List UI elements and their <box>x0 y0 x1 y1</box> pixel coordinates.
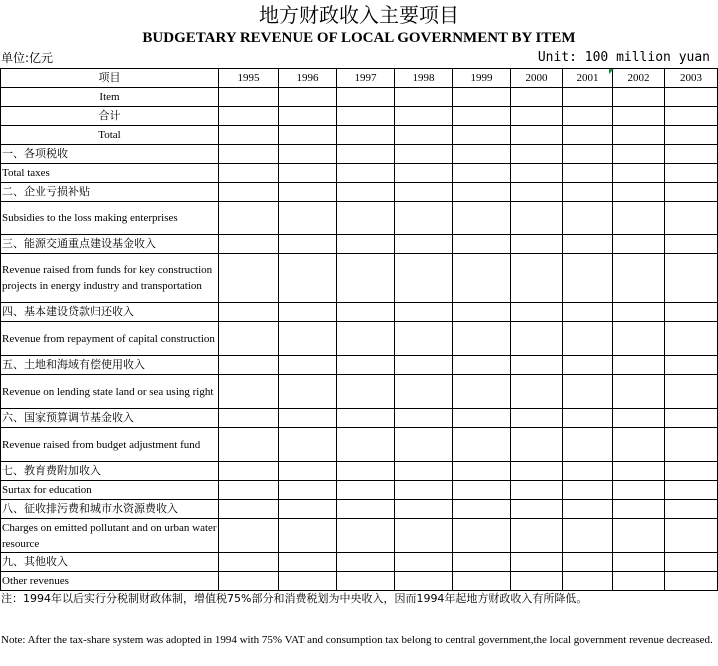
table-cell <box>665 164 718 183</box>
table-cell <box>511 572 563 591</box>
table-cell <box>337 254 395 303</box>
table-cell <box>279 572 337 591</box>
table-cell <box>665 428 718 462</box>
table-cell <box>613 409 665 428</box>
table-cell <box>613 303 665 322</box>
table-cell <box>395 107 453 126</box>
table-cell <box>613 235 665 254</box>
table-cell <box>395 235 453 254</box>
table-cell <box>395 428 453 462</box>
table-row <box>1 428 718 462</box>
table-cell <box>279 202 337 235</box>
table-cell <box>337 202 395 235</box>
table-cell <box>511 322 563 356</box>
table-cell <box>563 356 613 375</box>
table-cell <box>665 254 718 303</box>
table-cell <box>279 500 337 519</box>
table-cell <box>563 500 613 519</box>
table-cell <box>453 254 511 303</box>
table-cell <box>337 164 395 183</box>
table-row <box>1 183 718 202</box>
table-cell <box>395 303 453 322</box>
table-cell <box>665 235 718 254</box>
table-cell <box>511 164 563 183</box>
table-cell <box>219 235 279 254</box>
table-cell <box>511 202 563 235</box>
table-cell <box>453 145 511 164</box>
table-cell <box>563 375 613 409</box>
table-cell <box>395 88 453 107</box>
table-cell <box>337 126 395 145</box>
table-row <box>1 500 718 519</box>
table-cell <box>395 322 453 356</box>
table-cell <box>219 303 279 322</box>
table-cell <box>613 145 665 164</box>
item-label-en: Revenue from repayment of capital construction <box>1 322 219 356</box>
table-cell <box>395 145 453 164</box>
table-cell <box>453 553 511 572</box>
year-header: 2003 <box>665 69 718 88</box>
table-cell <box>665 481 718 500</box>
table-cell <box>219 481 279 500</box>
table-row <box>1 519 718 553</box>
table-cell <box>511 303 563 322</box>
table-cell <box>337 519 395 553</box>
table-cell <box>563 164 613 183</box>
cell-comment-marker <box>609 69 614 74</box>
item-label-cn: 二、企业亏损补贴 <box>1 183 219 202</box>
table-cell <box>219 254 279 303</box>
table-cell <box>279 303 337 322</box>
table-cell <box>279 519 337 553</box>
table-cell <box>337 428 395 462</box>
table-cell <box>395 519 453 553</box>
table-cell <box>563 202 613 235</box>
table-cell <box>613 572 665 591</box>
table-cell <box>665 553 718 572</box>
table-cell <box>665 375 718 409</box>
table-cell <box>613 322 665 356</box>
item-label-cn: 五、土地和海域有偿使用收入 <box>1 356 219 375</box>
table-cell <box>219 375 279 409</box>
header-item-cn: 项目 <box>1 69 219 88</box>
table-cell <box>337 356 395 375</box>
table-cell <box>395 126 453 145</box>
table-cell <box>279 322 337 356</box>
table-cell <box>279 356 337 375</box>
table-cell <box>219 462 279 481</box>
table-cell <box>665 409 718 428</box>
table-cell <box>613 107 665 126</box>
table-cell <box>219 164 279 183</box>
table-cell <box>337 88 395 107</box>
table-cell <box>563 553 613 572</box>
table-cell <box>511 88 563 107</box>
item-label-cn: 一、各项税收 <box>1 145 219 164</box>
table-cell <box>613 164 665 183</box>
table-cell <box>665 107 718 126</box>
table-cell <box>665 88 718 107</box>
table-cell <box>453 375 511 409</box>
table-cell <box>453 322 511 356</box>
table-cell <box>337 409 395 428</box>
table-cell <box>665 356 718 375</box>
table-cell <box>395 375 453 409</box>
table-cell <box>219 183 279 202</box>
item-label-cn: 四、基本建设贷款归还收入 <box>1 303 219 322</box>
table-cell <box>563 126 613 145</box>
table-cell <box>395 164 453 183</box>
table-cell <box>279 481 337 500</box>
table-cell <box>219 519 279 553</box>
item-label-en: Subsidies to the loss making enterprises <box>1 202 219 235</box>
table-cell <box>563 235 613 254</box>
table-cell <box>219 126 279 145</box>
title-chinese: 地方财政收入主要项目 <box>259 3 459 27</box>
table-cell <box>337 145 395 164</box>
table-cell <box>613 183 665 202</box>
table-cell <box>665 322 718 356</box>
table-cell <box>665 303 718 322</box>
item-label-en: Total taxes <box>1 164 219 183</box>
table-cell <box>219 553 279 572</box>
table-cell <box>613 254 665 303</box>
table-cell <box>453 202 511 235</box>
table-cell <box>563 572 613 591</box>
table-cell <box>563 254 613 303</box>
table-cell <box>219 145 279 164</box>
table-cell <box>395 572 453 591</box>
table-cell <box>453 572 511 591</box>
table-cell <box>511 356 563 375</box>
note-english: Note: After the tax-share system was adopted in 1994 with 75% VAT and consumption tax belong to central government,the local government revenue decreased. <box>1 634 713 646</box>
total-label-cn: 合计 <box>1 107 219 126</box>
header-item-en: Item <box>1 88 219 107</box>
table-cell <box>511 409 563 428</box>
table-cell <box>219 572 279 591</box>
table-cell <box>613 553 665 572</box>
table-cell <box>453 183 511 202</box>
table-cell <box>337 303 395 322</box>
table-cell <box>279 235 337 254</box>
table-cell <box>279 88 337 107</box>
table-cell <box>563 303 613 322</box>
note-chinese: 注：1994年以后实行分税制财政体制，增值税75%部分和消费税划为中央收入，因而1994年起地方财政收入有所降低。 <box>1 592 588 605</box>
unit-english: Unit: 100 million yuan <box>537 50 710 65</box>
table-row <box>1 553 718 572</box>
table-cell <box>511 145 563 164</box>
year-header: 2002 <box>613 69 665 88</box>
table-cell <box>395 500 453 519</box>
table-cell <box>219 356 279 375</box>
table-cell <box>453 409 511 428</box>
item-label-en: Revenue raised from funds for key construction projects in energy industry and transportation <box>1 254 219 303</box>
table-cell <box>665 145 718 164</box>
table-cell <box>665 462 718 481</box>
table-cell <box>453 88 511 107</box>
item-label-cn: 三、能源交通重点建设基金收入 <box>1 235 219 254</box>
table-cell <box>613 428 665 462</box>
table-cell <box>665 126 718 145</box>
item-label-cn: 九、其他收入 <box>1 553 219 572</box>
table-cell <box>453 481 511 500</box>
table-cell <box>453 428 511 462</box>
table-cell <box>279 145 337 164</box>
table-cell <box>395 356 453 375</box>
table-cell <box>613 126 665 145</box>
table-cell <box>511 481 563 500</box>
table-cell <box>395 254 453 303</box>
table-cell <box>279 254 337 303</box>
table-cell <box>219 409 279 428</box>
table-cell <box>613 519 665 553</box>
table-cell <box>511 375 563 409</box>
table-cell <box>511 500 563 519</box>
table-cell <box>337 462 395 481</box>
table-cell <box>453 235 511 254</box>
table-cell <box>511 462 563 481</box>
table-cell <box>453 500 511 519</box>
table-cell <box>279 126 337 145</box>
table-cell <box>563 428 613 462</box>
table-cell <box>337 375 395 409</box>
table-cell <box>395 481 453 500</box>
table-cell <box>219 322 279 356</box>
table-cell <box>279 462 337 481</box>
year-header: 1995 <box>219 69 279 88</box>
revenue-table <box>0 68 718 591</box>
table-cell <box>613 375 665 409</box>
table-row <box>1 145 718 164</box>
table-cell <box>453 462 511 481</box>
title-english: BUDGETARY REVENUE OF LOCAL GOVERNMENT BY ITEM <box>142 30 576 46</box>
table-cell <box>563 183 613 202</box>
table-cell <box>511 428 563 462</box>
table-cell <box>563 519 613 553</box>
table-row <box>1 462 718 481</box>
item-label-cn: 七、教育费附加收入 <box>1 462 219 481</box>
table-row <box>1 303 718 322</box>
table-cell <box>395 462 453 481</box>
table-row <box>1 322 718 356</box>
table-cell <box>511 519 563 553</box>
table-cell <box>453 107 511 126</box>
table-cell <box>613 356 665 375</box>
table-cell <box>219 428 279 462</box>
table-cell <box>563 88 613 107</box>
table-cell <box>453 519 511 553</box>
year-header: 1997 <box>337 69 395 88</box>
table-cell <box>219 500 279 519</box>
table-cell <box>613 462 665 481</box>
table-cell <box>337 235 395 254</box>
table-cell <box>337 322 395 356</box>
table-cell <box>613 481 665 500</box>
table-cell <box>337 107 395 126</box>
table-row <box>1 375 718 409</box>
table-cell <box>511 126 563 145</box>
table-cell <box>453 303 511 322</box>
table-cell <box>395 183 453 202</box>
table-cell <box>613 500 665 519</box>
table-cell <box>511 183 563 202</box>
total-row-en <box>1 126 718 145</box>
item-label-en: Surtax for education <box>1 481 219 500</box>
table-cell <box>337 553 395 572</box>
table-row <box>1 164 718 183</box>
item-label-cn: 六、国家预算调节基金收入 <box>1 409 219 428</box>
year-header: 2000 <box>511 69 563 88</box>
table-cell <box>511 235 563 254</box>
unit-chinese: 单位:亿元 <box>1 51 54 65</box>
table-cell <box>511 254 563 303</box>
table-cell <box>511 107 563 126</box>
table-cell <box>219 202 279 235</box>
table-cell <box>395 202 453 235</box>
table-cell <box>665 202 718 235</box>
table-row <box>1 409 718 428</box>
item-label-en: Revenue on lending state land or sea using right <box>1 375 219 409</box>
table-cell <box>279 107 337 126</box>
table-cell <box>395 409 453 428</box>
year-header: 2001 <box>563 69 613 88</box>
table-cell <box>563 409 613 428</box>
table-cell <box>219 88 279 107</box>
table-cell <box>337 481 395 500</box>
table-cell <box>279 183 337 202</box>
table-row <box>1 202 718 235</box>
table-cell <box>279 409 337 428</box>
table-cell <box>279 553 337 572</box>
table-cell <box>665 519 718 553</box>
table-cell <box>665 183 718 202</box>
table-cell <box>279 375 337 409</box>
table-row <box>1 254 718 303</box>
item-label-en: Other revenues <box>1 572 219 591</box>
table-cell <box>337 572 395 591</box>
table-cell <box>563 322 613 356</box>
header-row-en <box>1 88 718 107</box>
table-cell <box>337 500 395 519</box>
table-cell <box>613 88 665 107</box>
table-cell <box>563 481 613 500</box>
year-header: 1998 <box>395 69 453 88</box>
table-cell <box>279 428 337 462</box>
total-row-cn <box>1 107 718 126</box>
table-cell <box>511 553 563 572</box>
table-cell <box>563 107 613 126</box>
table-row <box>1 572 718 591</box>
table-cell <box>453 126 511 145</box>
item-label-en: Revenue raised from budget adjustment fund <box>1 428 219 462</box>
table-row <box>1 481 718 500</box>
table-cell <box>563 145 613 164</box>
table-cell <box>453 356 511 375</box>
year-header: 1999 <box>453 69 511 88</box>
table-cell <box>665 572 718 591</box>
table-cell <box>665 500 718 519</box>
table-cell <box>337 183 395 202</box>
item-label-cn: 八、征收排污费和城市水资源费收入 <box>1 500 219 519</box>
table-cell <box>279 164 337 183</box>
table-cell <box>219 107 279 126</box>
year-header: 1996 <box>279 69 337 88</box>
total-label-en: Total <box>1 126 219 145</box>
table-cell <box>563 462 613 481</box>
table-cell <box>453 164 511 183</box>
table-cell <box>395 553 453 572</box>
table-row <box>1 235 718 254</box>
item-label-en: Charges on emitted pollutant and on urban water resource <box>1 519 219 553</box>
table-row <box>1 356 718 375</box>
table-cell <box>613 202 665 235</box>
